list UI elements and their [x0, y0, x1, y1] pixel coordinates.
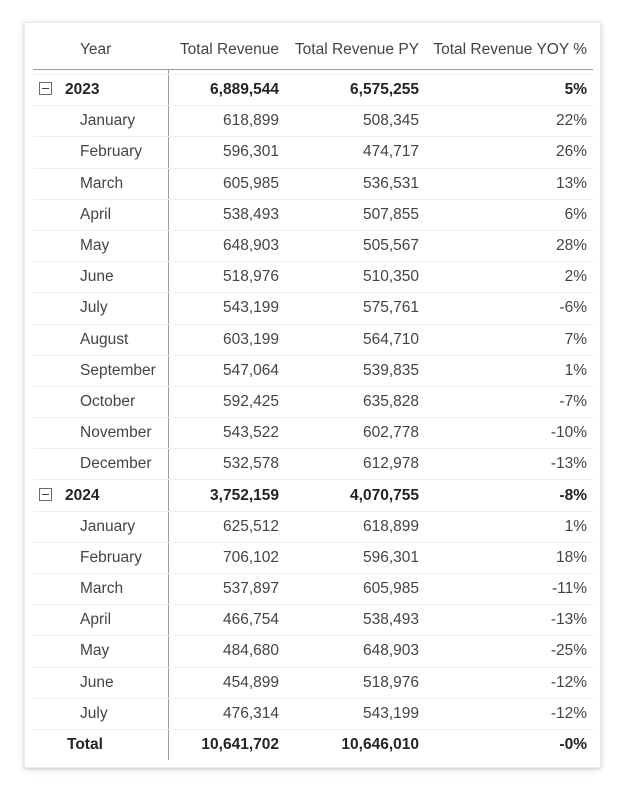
month-total-revenue: 596,301 — [168, 137, 285, 168]
month-total-revenue: 466,754 — [168, 605, 285, 636]
month-label: April — [33, 605, 168, 636]
month-row — [33, 324, 593, 355]
month-total-revenue: 518,976 — [168, 262, 285, 293]
month-row — [33, 698, 593, 729]
month-total-revenue-yoy: -12% — [425, 667, 593, 698]
year-label: 2024 — [65, 486, 100, 504]
month-total-revenue-py: 518,976 — [285, 667, 425, 698]
month-total-revenue: 532,578 — [168, 449, 285, 480]
month-total-revenue-yoy: 18% — [425, 542, 593, 573]
month-total-revenue: 476,314 — [168, 698, 285, 729]
month-row — [33, 106, 593, 137]
month-row — [33, 230, 593, 261]
month-total-revenue-yoy: -25% — [425, 636, 593, 667]
month-row — [33, 293, 593, 324]
month-row — [33, 605, 593, 636]
month-label: August — [33, 324, 168, 355]
month-label: April — [33, 199, 168, 230]
grand-total-revenue-py: 10,646,010 — [341, 736, 419, 754]
month-total-revenue-yoy: -6% — [425, 293, 593, 324]
matrix-visual — [24, 22, 601, 768]
month-total-revenue-yoy: 6% — [425, 199, 593, 230]
month-total-revenue: 547,064 — [168, 355, 285, 386]
month-row — [33, 137, 593, 168]
grand-total-revenue-yoy: -0% — [559, 736, 587, 754]
month-label: November — [33, 418, 168, 449]
month-row — [33, 199, 593, 230]
month-total-revenue-yoy: -10% — [425, 418, 593, 449]
month-total-revenue-yoy: 1% — [425, 511, 593, 542]
year-total-revenue: 3,752,159 — [168, 480, 285, 511]
column-header-year[interactable]: Year — [33, 31, 168, 70]
total-label: Total — [33, 729, 168, 760]
month-row — [33, 542, 593, 573]
month-total-revenue-py: 605,985 — [285, 574, 425, 605]
month-total-revenue: 603,199 — [168, 324, 285, 355]
month-total-revenue-py: 612,978 — [285, 449, 425, 480]
month-total-revenue-yoy: 26% — [425, 137, 593, 168]
month-total-revenue-py: 538,493 — [285, 605, 425, 636]
month-total-revenue: 605,985 — [168, 168, 285, 199]
month-row — [33, 418, 593, 449]
month-label: March — [33, 168, 168, 199]
month-row — [33, 168, 593, 199]
month-total-revenue-yoy: 13% — [425, 168, 593, 199]
month-label: March — [33, 574, 168, 605]
month-total-revenue: 648,903 — [168, 230, 285, 261]
month-total-revenue: 706,102 — [168, 542, 285, 573]
collapse-minus-icon[interactable] — [39, 82, 52, 95]
month-row — [33, 262, 593, 293]
month-total-revenue-py: 618,899 — [285, 511, 425, 542]
month-total-revenue-py: 508,345 — [285, 106, 425, 137]
month-label: February — [33, 542, 168, 573]
month-total-revenue: 538,493 — [168, 199, 285, 230]
month-total-revenue-py: 474,717 — [285, 137, 425, 168]
column-header-total-revenue-py[interactable]: Total Revenue PY — [285, 31, 425, 70]
month-row — [33, 667, 593, 698]
matrix-header — [33, 31, 593, 70]
month-row — [33, 574, 593, 605]
month-total-revenue-py: 510,350 — [285, 262, 425, 293]
matrix-body — [33, 70, 593, 761]
header-row — [33, 31, 593, 70]
month-total-revenue-yoy: -13% — [425, 449, 593, 480]
month-total-revenue-yoy: -7% — [425, 386, 593, 417]
total-row — [33, 729, 593, 760]
month-total-revenue-py: 543,199 — [285, 698, 425, 729]
month-total-revenue-py: 575,761 — [285, 293, 425, 324]
month-label: May — [33, 230, 168, 261]
month-total-revenue: 484,680 — [168, 636, 285, 667]
revenue-matrix-table — [33, 31, 593, 760]
grand-total-revenue: 10,641,702 — [201, 736, 279, 754]
month-total-revenue-yoy: 1% — [425, 355, 593, 386]
year-cell — [33, 480, 168, 511]
month-total-revenue-py: 539,835 — [285, 355, 425, 386]
year-row — [33, 480, 593, 511]
month-total-revenue-yoy: 22% — [425, 106, 593, 137]
month-total-revenue-py: 602,778 — [285, 418, 425, 449]
column-header-total-revenue[interactable]: Total Revenue — [168, 31, 285, 70]
month-total-revenue-yoy: 7% — [425, 324, 593, 355]
month-label: December — [33, 449, 168, 480]
month-total-revenue-py: 648,903 — [285, 636, 425, 667]
month-label: February — [33, 137, 168, 168]
year-total-revenue-py: 4,070,755 — [285, 480, 425, 511]
month-total-revenue: 543,522 — [168, 418, 285, 449]
month-label: June — [33, 667, 168, 698]
month-total-revenue-py: 596,301 — [285, 542, 425, 573]
month-total-revenue-py: 635,828 — [285, 386, 425, 417]
year-total-revenue-py: 6,575,255 — [285, 75, 425, 106]
year-row — [33, 75, 593, 106]
month-label: January — [33, 511, 168, 542]
column-header-total-revenue-yoy[interactable]: Total Revenue YOY % — [425, 31, 593, 70]
month-total-revenue-yoy: 28% — [425, 230, 593, 261]
year-cell — [33, 75, 168, 106]
month-label: September — [33, 355, 168, 386]
month-row — [33, 355, 593, 386]
year-total-revenue-yoy: -8% — [425, 480, 593, 511]
collapse-minus-icon[interactable] — [39, 488, 52, 501]
month-label: July — [33, 698, 168, 729]
month-total-revenue: 537,897 — [168, 574, 285, 605]
month-row — [33, 636, 593, 667]
month-total-revenue-py: 507,855 — [285, 199, 425, 230]
year-label: 2023 — [65, 81, 100, 99]
month-total-revenue: 454,899 — [168, 667, 285, 698]
month-label: January — [33, 106, 168, 137]
month-total-revenue-py: 536,531 — [285, 168, 425, 199]
month-total-revenue-yoy: 2% — [425, 262, 593, 293]
month-total-revenue: 618,899 — [168, 106, 285, 137]
month-total-revenue-py: 505,567 — [285, 230, 425, 261]
month-row — [33, 449, 593, 480]
month-label: October — [33, 386, 168, 417]
month-label: July — [33, 293, 168, 324]
month-label: May — [33, 636, 168, 667]
month-total-revenue-yoy: -13% — [425, 605, 593, 636]
month-label: June — [33, 262, 168, 293]
year-total-revenue: 6,889,544 — [168, 75, 285, 106]
month-total-revenue: 625,512 — [168, 511, 285, 542]
month-total-revenue-yoy: -11% — [425, 574, 593, 605]
month-total-revenue-py: 564,710 — [285, 324, 425, 355]
month-total-revenue-yoy: -12% — [425, 698, 593, 729]
month-total-revenue: 592,425 — [168, 386, 285, 417]
month-total-revenue: 543,199 — [168, 293, 285, 324]
month-row — [33, 386, 593, 417]
month-row — [33, 511, 593, 542]
year-total-revenue-yoy: 5% — [425, 75, 593, 106]
